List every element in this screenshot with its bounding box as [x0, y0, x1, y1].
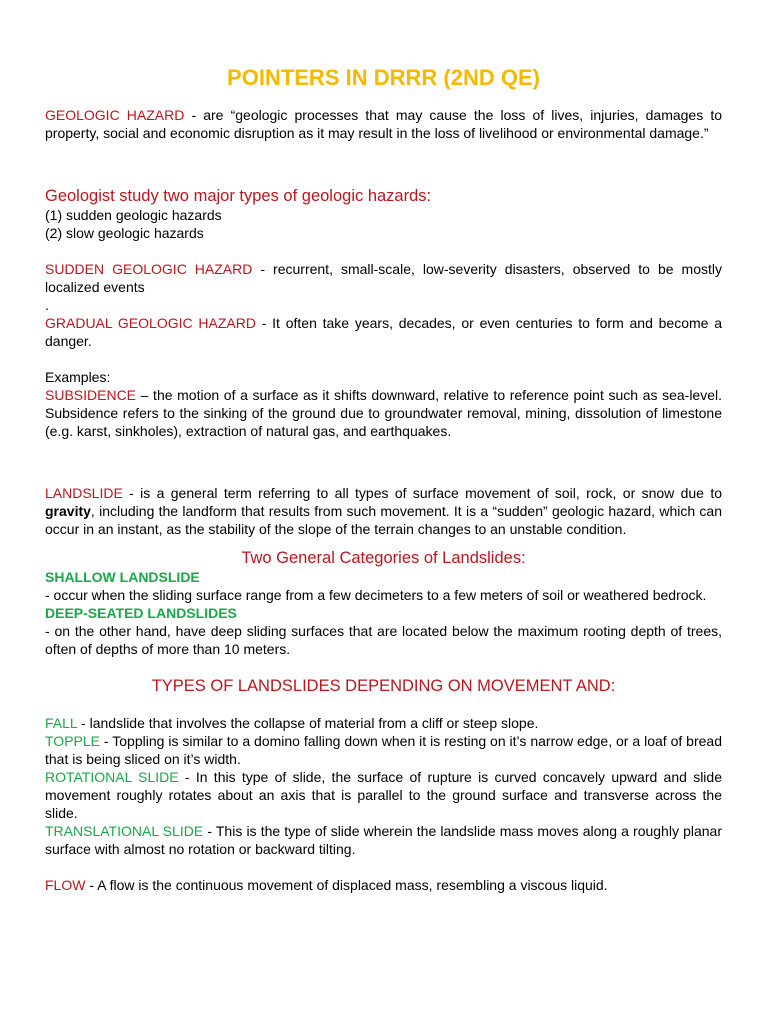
shallow-landslide-definition: - occur when the sliding surface range from a few decimeters to a few meters of soil or weathered bedrock. [45, 587, 707, 603]
subsidence-definition: – the motion of a surface as it shifts downward, relative to reference point such as sea-level. Subsidence refers to the sinking of the ground due to groundwater removal, mining, dissolution of limestone (e.g. karst, sinkholes), extraction of natural gas, and earthquakes. [45, 387, 722, 439]
flow-definition: - A flow is the continuous movement of displaced mass, resembling a viscous liquid. [85, 877, 608, 893]
stray-dot: . [45, 297, 49, 313]
shallow-landslide-term: SHALLOW LANDSLIDE [45, 569, 200, 585]
landslide-term: LANDSLIDE [45, 485, 123, 501]
sudden-hazard-definition: - recurrent, small-scale, low-severity disasters, observed to be mostly localized events [45, 261, 722, 295]
deep-landslide-term: DEEP-SEATED LANDSLIDES [45, 605, 237, 621]
geologic-hazard-definition: - are “geologic processes that may cause the loss of lives, injuries, damages to property, social and economic disruption as it may result in the loss of livelihood or environmental damage.” [45, 107, 722, 141]
movement-types-heading: TYPES OF LANDSLIDES DEPENDING ON MOVEMENT AND: [151, 677, 616, 695]
hazard-types-heading: Geologist study two major types of geologic hazards: [45, 187, 432, 205]
fall-definition: - landslide that involves the collapse of material from a cliff or steep slope. [77, 715, 539, 731]
hazard-type-item-1: (1) sudden geologic hazards [45, 207, 222, 223]
topple-definition: - Toppling is similar to a domino falling down when it is resting on it’s narrow edge, or a loaf of bread that is being sliced on it’s width. [45, 733, 722, 767]
sudden-hazard-term: SUDDEN GEOLOGIC HAZARD [45, 261, 253, 277]
flow-paragraph [45, 876, 722, 894]
geologic-hazard-paragraph [45, 106, 722, 142]
gravity-bold-word: gravity [45, 503, 91, 519]
gradual-hazard-definition: - It often take years, decades, or even centuries to form and become a danger. [45, 315, 722, 349]
rotational-slide-definition: - In this type of slide, the surface of rupture is curved concavely upward and slide movement roughly rotates about an axis that is parallel to the ground surface and transverse across the slide. [45, 769, 722, 821]
fall-paragraph [45, 714, 722, 732]
subsidence-term: SUBSIDENCE [45, 387, 137, 403]
rotational-slide-paragraph [45, 768, 722, 822]
gradual-hazard-paragraph [45, 314, 722, 350]
topple-paragraph [45, 732, 722, 768]
landslide-paragraph [45, 484, 722, 538]
translational-slide-definition: - This is the type of slide wherein the landslide mass moves along a roughly planar surface with almost no rotation or backward tilting. [45, 823, 723, 857]
deep-landslide-definition: - on the other hand, have deep sliding surfaces that are located below the maximum rooting depth of trees, often of depths of more than 10 meters. [45, 623, 722, 657]
rotational-slide-term: ROTATIONAL SLIDE [45, 769, 179, 785]
page-title: POINTERS IN DRRR (2ND QE) [227, 65, 540, 90]
sudden-hazard-paragraph [45, 260, 722, 296]
landslide-definition-a: - is a general term referring to all types of surface movement of soil, rock, or snow due to [122, 485, 722, 501]
subsidence-paragraph [45, 386, 722, 440]
translational-slide-paragraph [45, 822, 722, 858]
geologic-hazard-term: GEOLOGIC HAZARD [45, 107, 185, 123]
landslide-definition-b: , including the landform that results from such movement. It is a “sudden” geologic hazard, which can occur in an instant, as the stability of the slope of the terrain changes to an unstable condition. [45, 503, 722, 537]
examples-label: Examples: [45, 369, 111, 385]
translational-slide-term: TRANSLATIONAL SLIDE [45, 823, 204, 839]
landslide-categories-heading: Two General Categories of Landslides: [241, 549, 526, 567]
topple-term: TOPPLE [45, 733, 100, 749]
fall-term: FALL [45, 715, 78, 731]
flow-term: FLOW [45, 877, 86, 893]
gradual-hazard-term: GRADUAL GEOLOGIC HAZARD [45, 315, 256, 331]
hazard-type-item-2: (2) slow geologic hazards [45, 225, 204, 241]
